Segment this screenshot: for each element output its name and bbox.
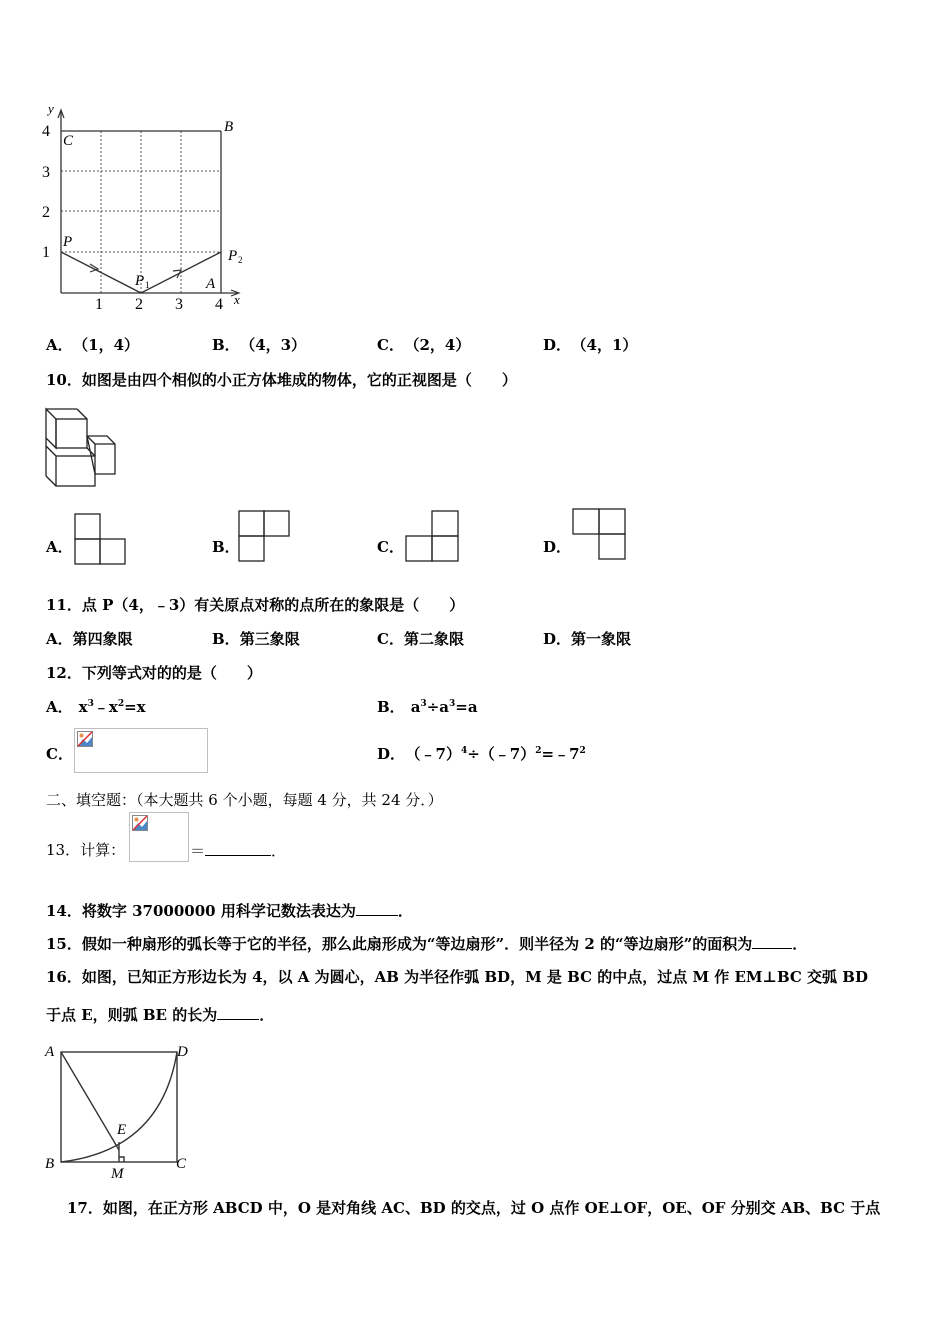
q11-option-b[interactable]: B．第三象限 <box>212 630 300 648</box>
svg-text:C: C <box>176 1156 187 1172</box>
svg-text:M: M <box>111 1166 124 1182</box>
q13-expression-image <box>129 812 189 862</box>
q12-option-a[interactable]: A． $x^3﹣x^2=x$ <box>46 698 146 716</box>
svg-text:4: 4 <box>42 123 50 140</box>
svg-text:D: D <box>177 1044 188 1060</box>
square-arc-figure <box>43 1040 193 1182</box>
svg-text:C: C <box>63 133 74 149</box>
q15: 15．假如一种扇形的弧长等于它的半径，那么此扇形成为“等边扇形”．则半径为 2 的“等边扇形”的面积为 ． <box>46 935 808 953</box>
q13-blank[interactable] <box>205 841 271 856</box>
q16-line2: 于点 E，则弧 BE 的长为 ． <box>46 1006 275 1024</box>
q12-stem: 12．下列等式对的的是（ ） <box>46 664 262 682</box>
svg-text:E: E <box>117 1122 127 1138</box>
svg-text:4: 4 <box>215 296 223 313</box>
section-heading: 二、填空题：（本大题共 6 个小题，每题 4 分，共 24 分．） <box>46 791 443 809</box>
svg-text:P: P <box>63 234 73 250</box>
q10-option-d-view[interactable] <box>571 508 627 562</box>
broken-image-icon <box>132 815 148 831</box>
q11-option-c[interactable]: C．第二象限 <box>377 630 464 648</box>
q10-option-a-view[interactable] <box>74 513 128 567</box>
q13-label: 13．计算： <box>46 841 126 859</box>
svg-text:2: 2 <box>42 204 50 221</box>
q12-option-d[interactable]: D． $(﹣7)^4\div(﹣7)^2=﹣7^2$ <box>377 745 586 763</box>
q12-option-b[interactable]: B． $a^3\div a^3=a$ <box>377 698 478 716</box>
svg-text:3: 3 <box>175 296 183 313</box>
q10-option-b[interactable]: B． <box>212 538 240 556</box>
q12-option-c[interactable]: C． <box>46 745 73 763</box>
svg-text:1: 1 <box>145 280 150 290</box>
svg-text:y: y <box>48 101 54 116</box>
svg-text:1: 1 <box>95 296 103 313</box>
q9-option-d[interactable]: D． （4，1） <box>543 336 638 354</box>
q10-option-c-view[interactable] <box>404 510 460 564</box>
svg-text:2: 2 <box>238 255 243 265</box>
q14: 14．将数字 37000000 用科学记数法表达为 ． <box>46 902 413 920</box>
q15-blank[interactable] <box>752 934 792 949</box>
q9-option-a[interactable]: A． （1，4） <box>46 336 140 354</box>
cube-stack-figure <box>43 406 119 488</box>
svg-text:B: B <box>224 119 234 135</box>
q16-blank[interactable] <box>217 1005 259 1020</box>
svg-text:A: A <box>206 276 216 292</box>
q14-blank[interactable] <box>356 901 398 916</box>
svg-text:A: A <box>45 1044 55 1060</box>
q10-option-a[interactable]: A． <box>46 538 73 556</box>
q13-answer[interactable]: ＝ ． <box>190 842 287 860</box>
svg-text:x: x <box>234 292 240 307</box>
svg-text:P: P <box>135 273 145 289</box>
svg-text:B: B <box>45 1156 55 1172</box>
q10-option-d[interactable]: D． <box>543 538 572 556</box>
grid-path-figure <box>40 100 260 315</box>
svg-text:3: 3 <box>42 164 50 181</box>
q11-stem: 11．点 P（4，﹣3）有关原点对称的点所在的象限是（ ） <box>46 596 465 614</box>
svg-text:P: P <box>228 248 238 264</box>
q11-option-d[interactable]: D．第一象限 <box>543 630 632 648</box>
q10-option-c[interactable]: C． <box>377 538 404 556</box>
svg-text:2: 2 <box>135 296 143 313</box>
q17: 17．如图，在正方形 ABCD 中，O 是对角线 AC、BD 的交点，过 O 点作 OE⊥OF，OE、OF 分别交 AB、BC 于点 <box>67 1199 881 1217</box>
broken-image-icon <box>77 731 93 747</box>
q12-option-c-image <box>74 728 208 773</box>
q10-option-b-view[interactable] <box>238 510 292 564</box>
q9-option-b[interactable]: B． （4，3） <box>212 336 307 354</box>
svg-text:1: 1 <box>42 244 50 261</box>
q11-option-a[interactable]: A．第四象限 <box>46 630 133 648</box>
q9-option-c[interactable]: C． （2，4） <box>377 336 471 354</box>
q10-stem: 10．如图是由四个相似的小正方体堆成的物体，它的正视图是（ ） <box>46 371 517 389</box>
q16-line1: 16．如图，已知正方形边长为 4，以 A 为圆心，AB 为半径作弧 BD，M 是 BC 的中点，过点 M 作 EM⊥BC 交弧 BD <box>46 968 868 986</box>
